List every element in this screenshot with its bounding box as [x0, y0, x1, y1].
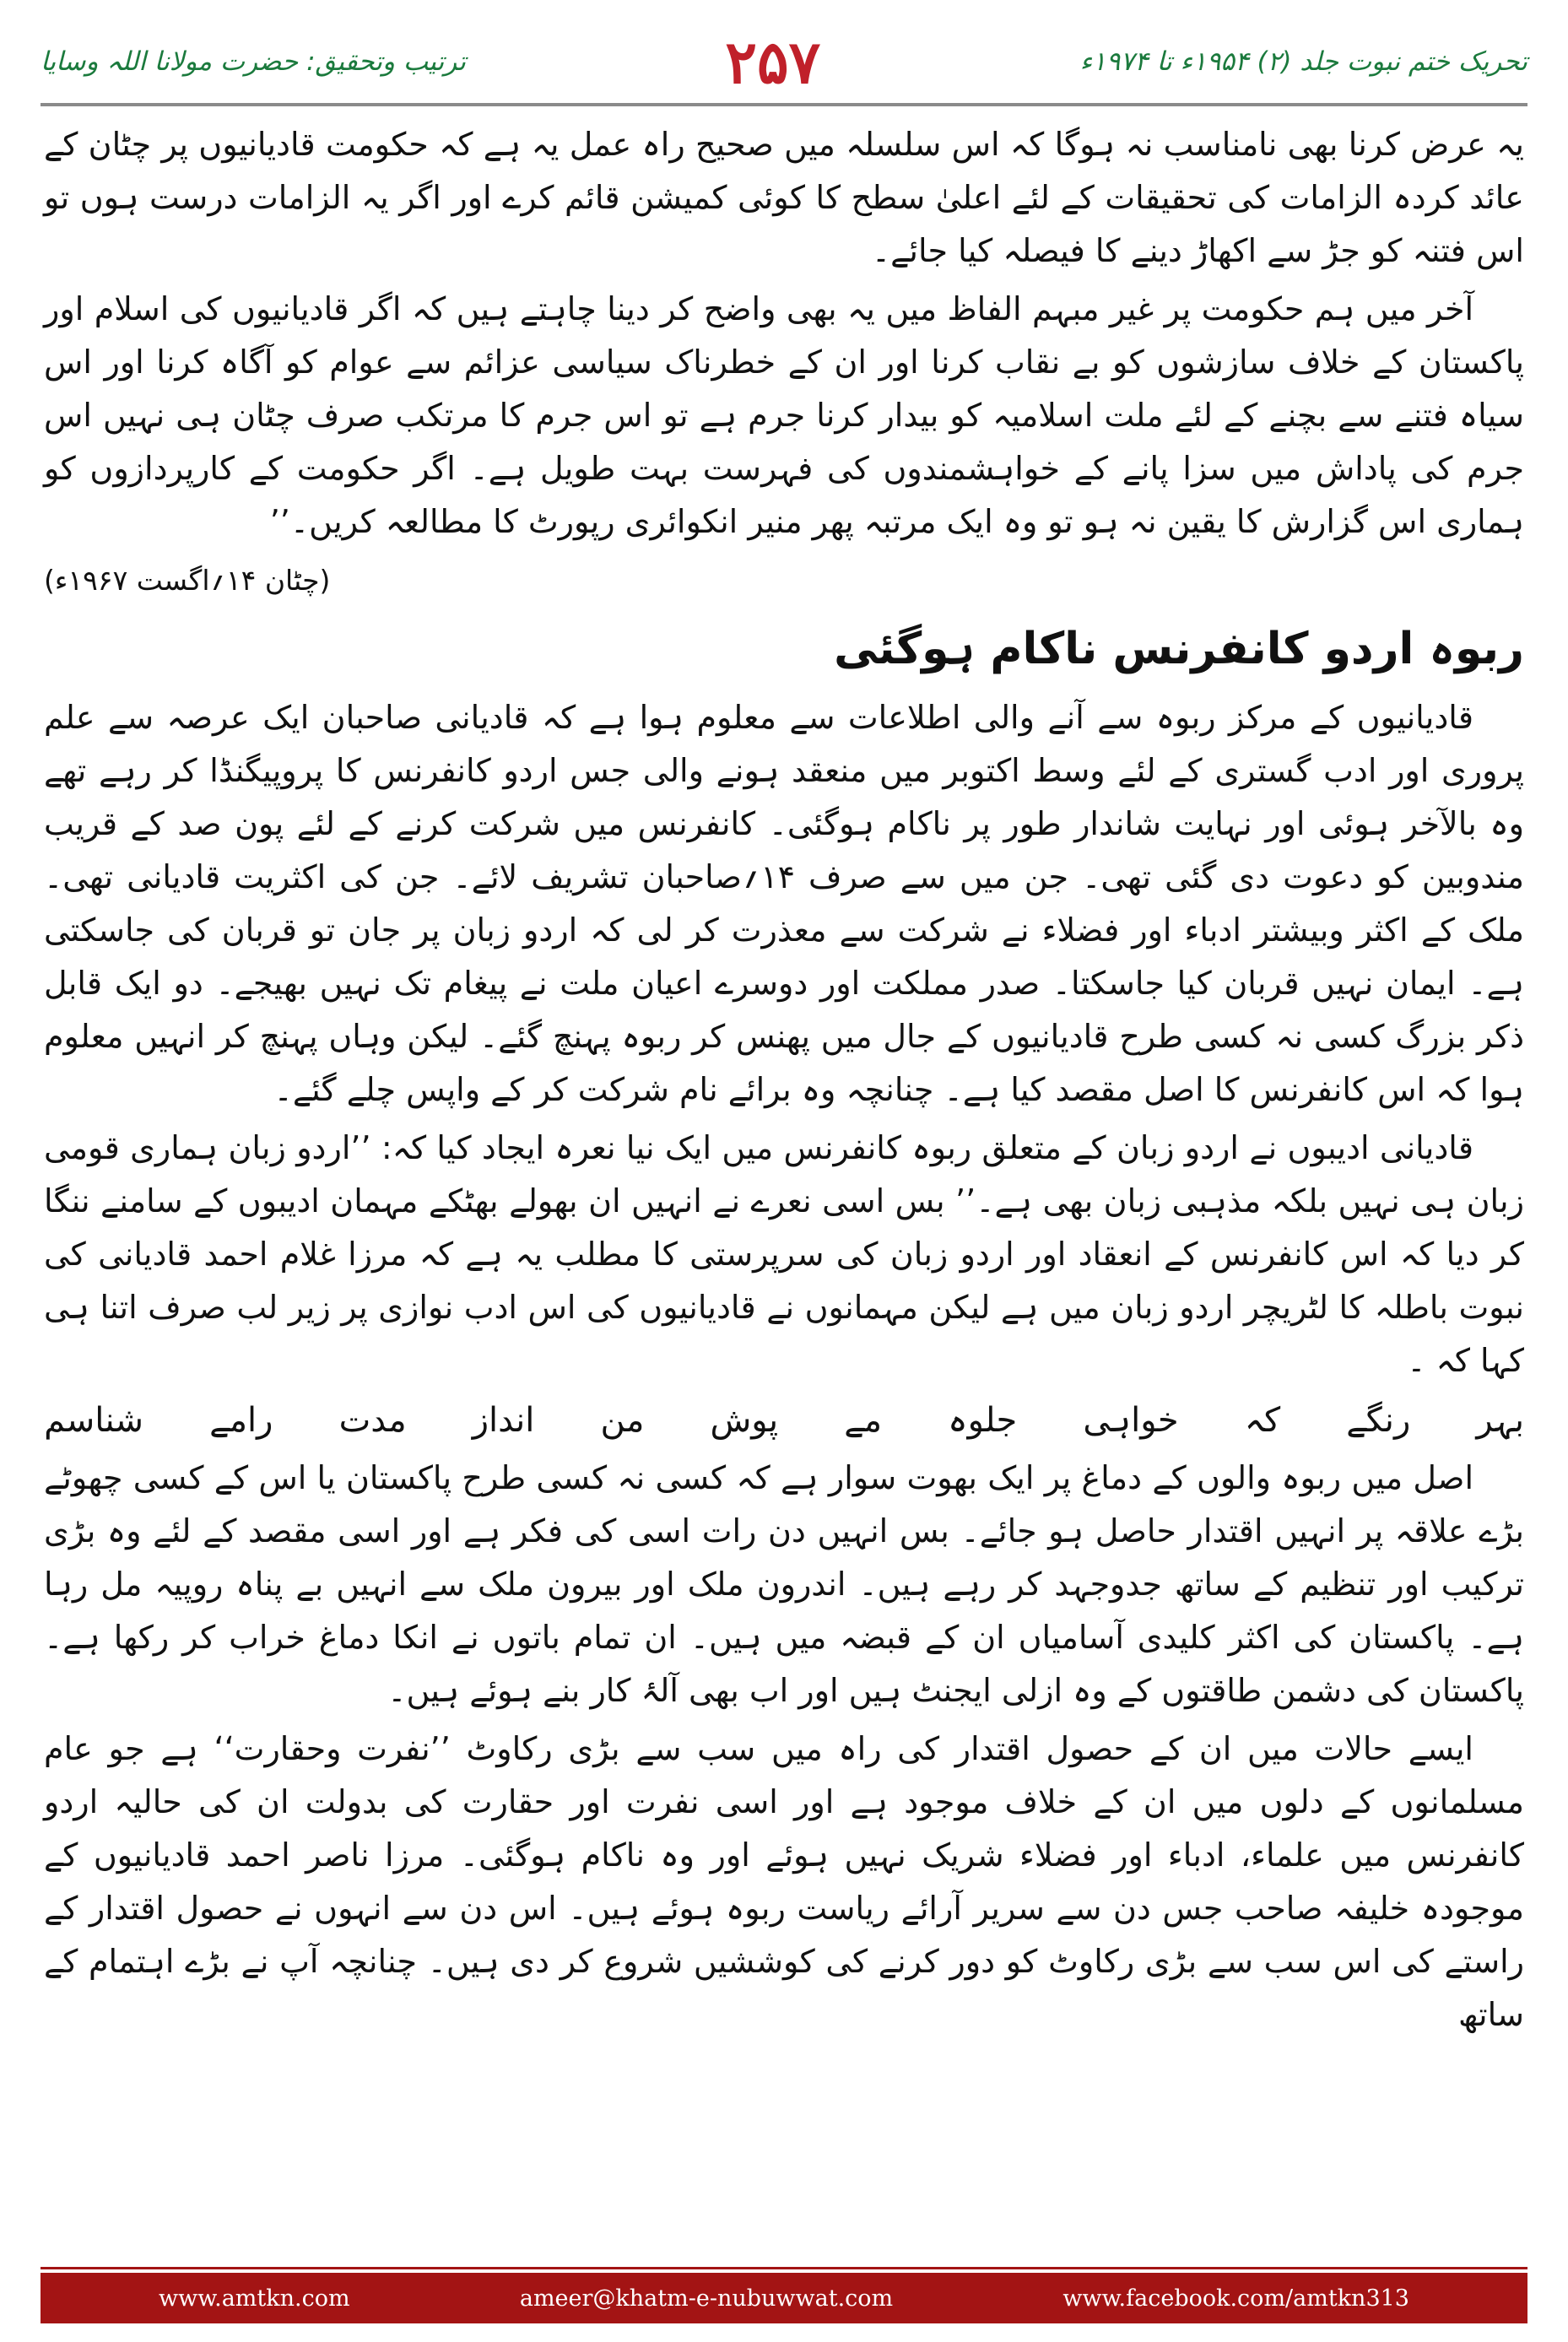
verse-word: خواہی [1083, 1401, 1179, 1440]
compiler-credit: ترتیب وتحقیق: حضرت مولانا اللہ وسایا [41, 46, 467, 77]
verse-word: انداز [472, 1401, 535, 1440]
verse-word: مے [844, 1401, 883, 1440]
email-link[interactable]: ameer@khatm-e-nubuwwat.com [519, 2285, 894, 2312]
facebook-link[interactable]: www.facebook.com/amtkn313 [1062, 2285, 1409, 2312]
verse-word: رامے [209, 1401, 273, 1440]
citation-row [44, 554, 1524, 607]
verse-word: جلوہ [948, 1401, 1018, 1440]
book-title: تحریک ختم نبوت جلد (۲) ۱۹۵۴ء تا ۱۹۷۴ء [1079, 46, 1527, 77]
page-header [41, 15, 1527, 108]
persian-verse [44, 1393, 1524, 1448]
verse-word: من [600, 1401, 645, 1440]
verse-word: بہر [1476, 1401, 1524, 1440]
section-heading: ربوہ اردو کانفرنس ناکام ہوگئی [834, 624, 1524, 674]
website-link[interactable]: www.amtkn.com [159, 2285, 350, 2312]
header-divider [41, 103, 1527, 106]
paragraph-5: اصل میں ربوہ والوں کے دماغ پر ایک بھوت سوار ہے کہ کسی نہ کسی طرح پاکستان یا اس کے کسی چھوٹے بڑے علاقہ پر انہیں اقتدار حاصل ہو جائے۔ بس انہیں دن رات اسی کی فکر ہے اور اسی مقصد کے لئے وہ بڑی ترکیب اور تنظیم کے ساتھ جدوجہد کر رہے ہیں۔ اندرون ملک اور بیرون ملک سے انہیں بے پناہ روپیہ مل رہا ہے۔ پاکستان کی اکثر کلیدی آسامیاں ان کے قبضہ میں ہیں۔ ان تمام باتوں نے انکا دماغ خراب کر رکھا ہے۔ پاکستان کی دشمن طاقتوں کے وہ ازلی ایجنٹ ہیں اور اب بھی آلۂ کار بنے ہوئے ہیں۔ [44, 1459, 1524, 1709]
paragraph-6: ایسے حالات میں ان کے حصول اقتدار کی راہ میں سب سے بڑی رکاوٹ ’’نفرت وحقارت‘‘ ہے جو عام مسلمانوں کے دلوں میں ان کے خلاف موجود ہے اور اسی نفرت اور حقارت کی بدولت ان کی حالیہ اردو کانفرنس میں علماء، ادباء اور فضلاء شریک نہیں ہوئے اور وہ ناکام ہوگئی۔ مرزا ناصر احمد قادیانیوں کے موجودہ خلیفہ صاحب جس دن سے سریر آرائے ریاست ربوہ ہوئے ہیں۔ اس دن سے انہوں نے حصول اقتدار کے راستے کی اس سب سے بڑی رکاوٹ کو دور کرنے کی کوششیں شروع کر دی ہیں۔ چنانچہ آپ نے بڑے اہتمام کے ساتھ [44, 1730, 1524, 2033]
citation: (چٹان ۱۴؍اگست ۱۹۶۷ء) [44, 564, 331, 597]
page-number: ۲۵۷ [725, 26, 821, 97]
verse-word: مدت [338, 1401, 407, 1440]
verse-word: پوش [710, 1401, 779, 1440]
verse-word: رنگے [1346, 1401, 1411, 1440]
footer-divider [41, 2267, 1527, 2269]
paragraph-1: یہ عرض کرنا بھی نامناسب نہ ہوگا کہ اس سلسلہ میں صحیح راہ عمل یہ ہے کہ حکومت قادیانیوں پر چٹان کے عائد کردہ الزامات کی تحقیقات کے لئے اعلیٰ سطح کا کوئی کمیشن قائم کرے اور اگر یہ الزامات درست ہوں تو اس فتنہ کو جڑ سے اکھاڑ دینے کا فیصلہ کیا جائے۔ [44, 126, 1524, 269]
paragraph-2: آخر میں ہم حکومت پر غیر مبہم الفاظ میں یہ بھی واضح کر دینا چاہتے ہیں کہ اگر قادیانیوں کی اسلام اور پاکستان کے خلاف سازشوں کو بے نقاب کرنا اور ان کے خطرناک سیاسی عزائم سے عوام کو آگاہ کرنا اور اس سیاہ فتنے سے بچنے کے لئے ملت اسلامیہ کو بیدار کرنا جرم ہے تو اس جرم کا مرتکب صرف چٹان ہی نہیں اس جرم کی پاداش میں سزا پانے کے خواہشمندوں کی فہرست بہت طویل ہے۔ اگر حکومت کے کارپردازوں کو ہماری اس گزارش کا یقین نہ ہو تو وہ ایک مرتبہ پھر منیر انکوائری رپورٹ کا مطالعہ کریں۔’’ [44, 290, 1524, 540]
paragraph-3: قادیانیوں کے مرکز ربوہ سے آنے والی اطلاعات سے معلوم ہوا ہے کہ قادیانی صاحبان ایک عرصہ سے علم پروری اور ادب گستری کے لئے وسط اکتوبر میں منعقد ہونے والی جس اردو کانفرنس کا پروپیگنڈا کر رہے تھے وہ بالآخر ہوئی اور نہایت شاندار طور پر ناکام ہوگئی۔ کانفرنس میں شرکت کرنے کے لئے پون صد کے قریب مندوبین کو دعوت دی گئی تھی۔ جن میں سے صرف ۱۴؍صاحبان تشریف لائے۔ جن کی اکثریت قادیانی تھی۔ ملک کے اکثر وبیشتر ادباء اور فضلاء نے شرکت سے معذرت کر لی کہ اردو زبان پر جان تو قربان کی جاسکتی ہے۔ ایمان نہیں قربان کیا جاسکتا۔ صدر مملکت اور دوسرے اعیان ملت نے پیغام تک نہیں بھیجے۔ دو ایک قابل ذکر بزرگ کسی نہ کسی طرح قادیانیوں کے جال میں پھنس کر ربوہ پہنچ گئے۔ لیکن وہاں پہنچ کر انہیں معلوم ہوا کہ اس کانفرنس کا اصل مقصد کیا ہے۔ چنانچہ وہ برائے نام شرکت کر کے واپس چلے گئے۔ [44, 699, 1525, 1108]
verse-word: کہ [1244, 1401, 1281, 1440]
paragraph-4: قادیانی ادیبوں نے اردو زبان کے متعلق ربوہ کانفرنس میں ایک نیا نعرہ ایجاد کیا کہ: ’’اردو زبان ہماری قومی زبان ہی نہیں بلکہ مذہبی زبان بھی ہے۔’’ بس اسی نعرے نے انہیں ان بھولے بھٹکے مہمان ادیبوں کے سامنے ننگا کر دیا کہ اس کانفرنس کے انعقاد اور اردو زبان کی سرپرستی کا مطلب یہ ہے کہ مرزا غلام احمد قادیانی کی نبوت باطلہ کا لٹریچر اردو زبان میں ہے لیکن مہمانوں نے قادیانیوں کی اس ادب نوازی پر زیر لب صرف اتنا ہی کہا کہ ۔ [44, 1129, 1524, 1379]
verse-word: شناسم [44, 1401, 144, 1440]
page-footer [41, 2273, 1527, 2323]
page-body [44, 118, 1524, 2245]
